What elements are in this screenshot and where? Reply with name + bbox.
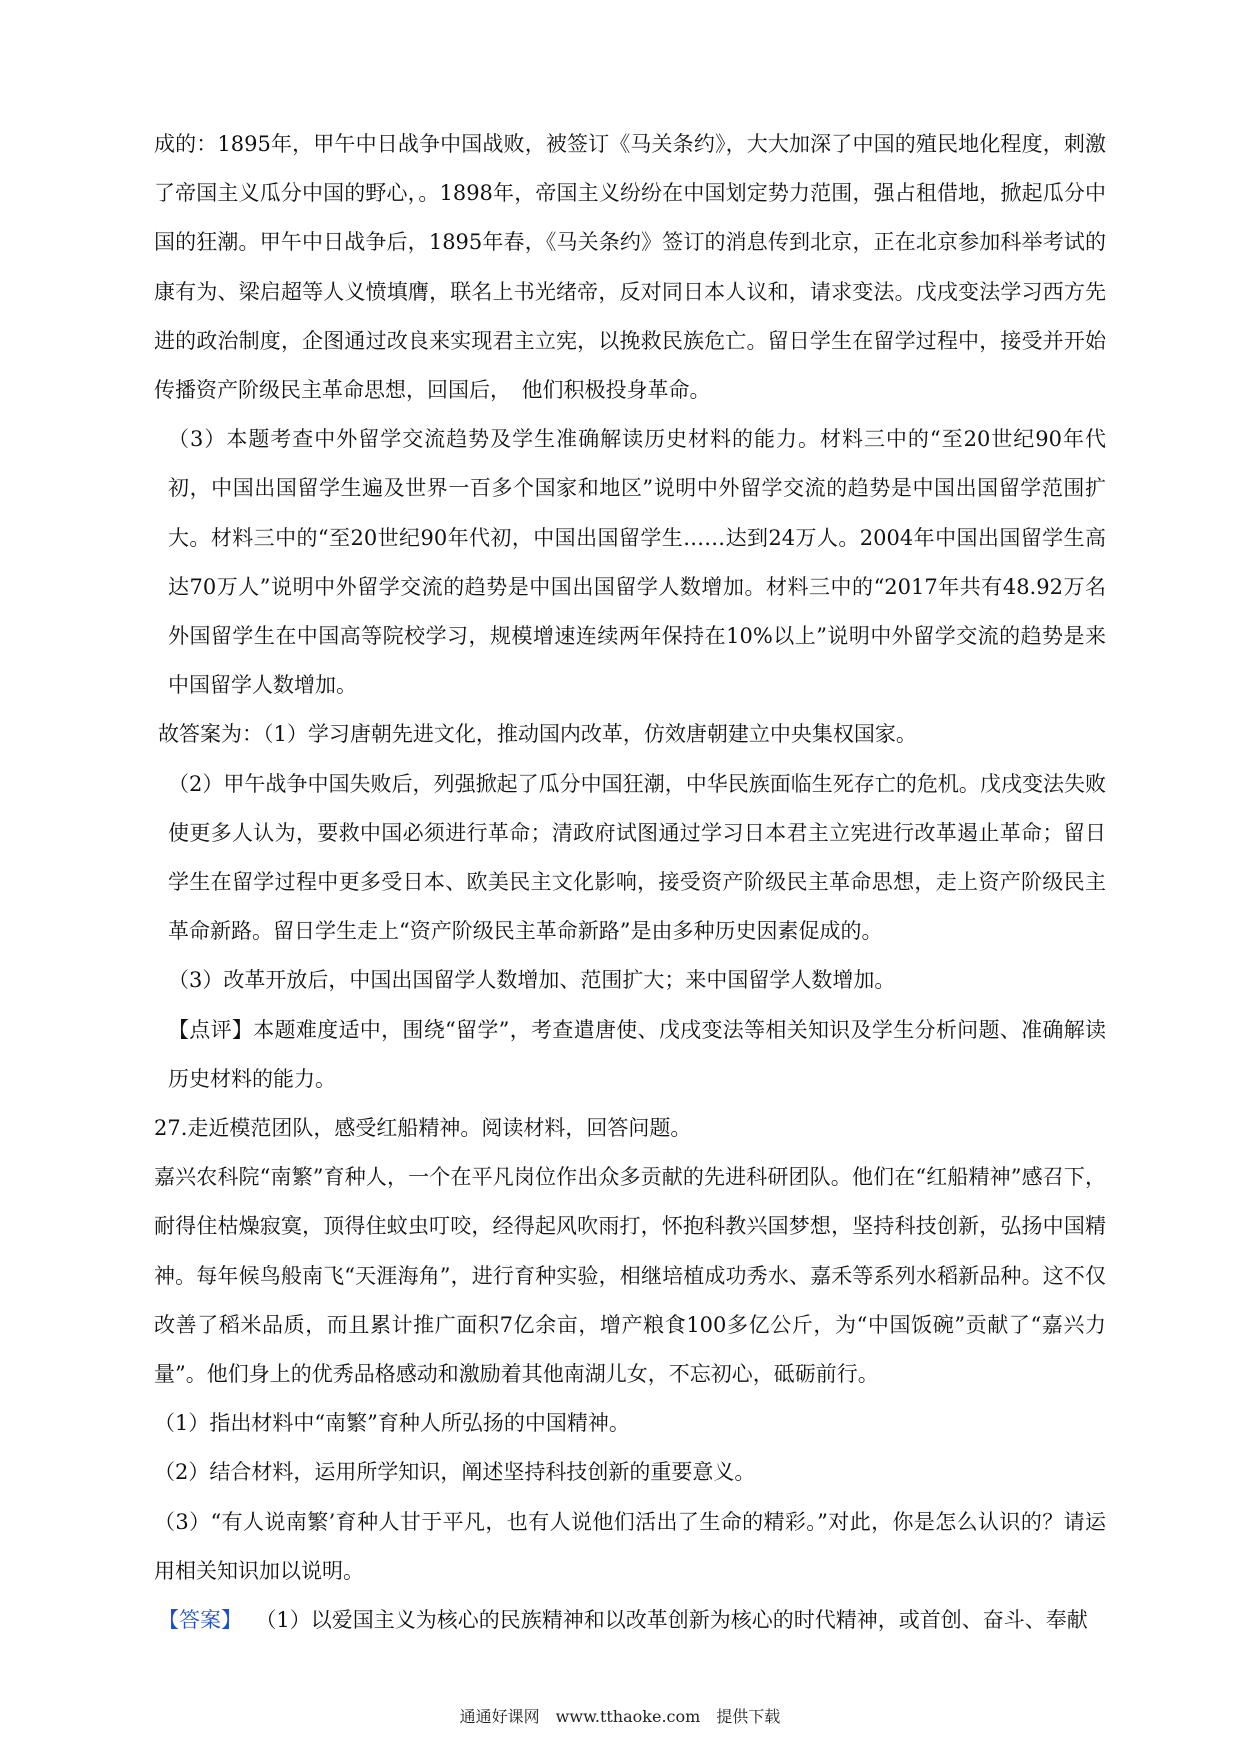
paragraph-answer-1: 故答案为：（1）学习唐朝先进文化，推动国内改革，仿效唐朝建立中央集权国家。 [158, 722, 917, 747]
answer-tag: 【答案】 [158, 1608, 242, 1633]
question-27-part-2: （2）结合材料，运用所学知识，阐述坚持科技创新的重要意义。 [154, 1460, 756, 1485]
paragraph-comment: 【点评】本题难度适中，围绕“留学”，考查遣唐使、戊戌变法等相关知识及学生分析问题、准确解读历史材料的能力。 [168, 1017, 1106, 1091]
paragraph-history-background: 成的：1895年，甲午中日战争中国战败，被签订《马关条约》，大大加深了中国的殖民地化程度，刺激了帝国主义瓜分中国的野心，。1898年，帝国主义纷纷在中国划定势力范围，强占租借地，掀起瓜分中国的狂潮。甲午中日战争后，1895年春，《马关条约》签订的消息传到北京，正在北京参加科举考试的康有为、梁启超等人义愤填膺，联名上书光绪帝，反对同日本人议和，请求变法。戊戌变法学习西方先进的政治制度，企图通过改良来实现君主立宪，以挽救民族危亡。留日学生在留学过程中，接受并开始传播资产阶级民主革命思想，回国后， 他们积极投身革命。 [154, 132, 1106, 403]
question-27-part-3: （3）“有人说南繁’育种人甘于平凡，也有人说他们活出了生命的精彩。”对此，你是怎么认识的？请运用相关知识加以说明。 [154, 1509, 1106, 1583]
question-27-part-1: （1）指出材料中“南繁”育种人所弘扬的中国精神。 [154, 1411, 630, 1436]
answer-line [154, 1596, 1106, 1645]
paragraph-answer-3: （3）改革开放后，中国出国留学人数增加、范围扩大；来中国留学人数增加。 [168, 968, 896, 993]
page-footer: 通通好课网 www.tthaoke.com 提供下载 [459, 1707, 781, 1726]
paragraph-answer-2: （2）甲午战争中国失败后，列强掀起了瓜分中国狂潮，中华民族面临生死存亡的危机。戊戌变法失败使更多人认为，要救中国必须进行革命；清政府试图通过学习日本君主立宪进行改革遏止革命；留日学生在留学过程中更多受日本、欧美民主文化影响，接受资产阶级民主革命思想，走上资产阶级民主革命新路。留日学生走上“资产阶级民主革命新路”是由多种历史因素促成的。 [168, 771, 1106, 944]
question-27-title: 27.走近模范团队，感受红船精神。阅读材料，回答问题。 [154, 1116, 692, 1141]
paragraph-analysis-3: （3）本题考查中外留学交流趋势及学生准确解读历史材料的能力。材料三中的“至20世纪90年代初，中国出国留学生遍及世界一百多个国家和地区”说明中外留学交流的趋势是中国出国留学范围扩大。材料三中的“至20世纪90年代初，中国出国留学生……达到24万人。2004年中国出国留学生高达70万人”说明中外留学交流的趋势是中国出国留学人数增加。材料三中的“2017年共有48.92万名外国留学生在中国高等院校学习，规模增速连续两年保持在10%以上”说明中外留学交流的趋势是来中国留学人数增加。 [168, 427, 1106, 698]
document-body [154, 120, 1106, 1645]
question-27-material: 嘉兴农科院“南繁”育种人，一个在平凡岗位作出众多贡献的先进科研团队。他们在“红船精神”感召下，耐得住枯燥寂寞，顶得住蚊虫叮咬，经得起风吹雨打，怀抱科教兴国梦想，坚持科技创新，弘扬中国精神。每年候鸟般南飞“天涯海角”，进行育种实验，相继培植成功秀水、嘉禾等系列水稻新品种。这不仅改善了稻米品质，而且累计推广面积7亿余亩，增产粮食100多亿公斤，为“中国饭碗”贡献了“嘉兴力量”。他们身上的优秀品格感动和激励着其他南湖儿女，不忘初心，砥砺前行。 [154, 1165, 1106, 1387]
answer-text: （1）以爱国主义为核心的民族精神和以改革创新为核心的时代精神，或首创、奋斗、奉献 [255, 1608, 1088, 1633]
